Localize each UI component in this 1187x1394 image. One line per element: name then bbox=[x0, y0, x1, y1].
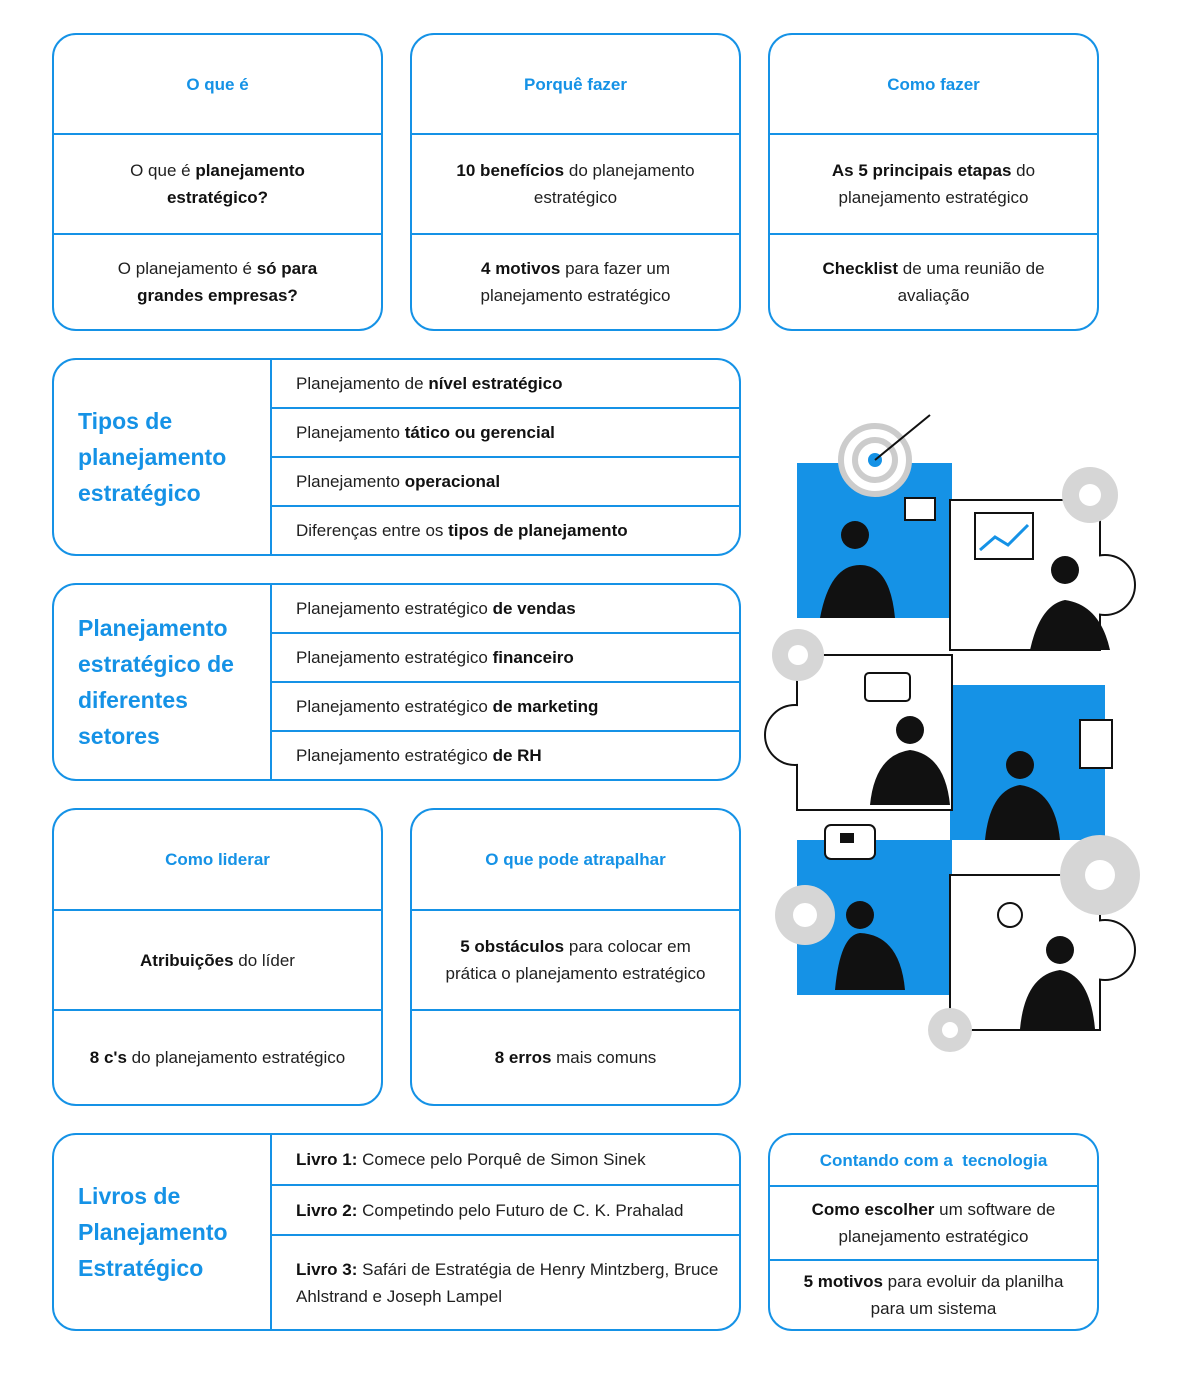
link-vendas[interactable]: Planejamento estratégico de vendas bbox=[296, 599, 576, 618]
link-5-etapas[interactable]: As 5 principais etapas do planejamento estratégico bbox=[770, 133, 1097, 233]
link-livro-2[interactable]: Livro 2: Competindo pelo Futuro de C. K. Prahalad bbox=[272, 1184, 739, 1234]
card-o-que-e bbox=[52, 33, 383, 331]
card-title: Tipos de planejamento estratégico bbox=[54, 360, 272, 554]
link-checklist[interactable]: Checklist de uma reunião de avaliação bbox=[770, 233, 1097, 329]
link-5-motivos-sistema[interactable]: 5 motivos para evoluir da planilha para um sistema bbox=[770, 1259, 1097, 1329]
card-title: Planejamento estratégico de diferentes setores bbox=[54, 585, 272, 779]
link-marketing[interactable]: Planejamento estratégico de marketing bbox=[272, 681, 739, 730]
card-como-fazer bbox=[768, 33, 1099, 331]
link-rh[interactable]: Planejamento estratégico de RH bbox=[272, 730, 739, 779]
link-livro-3[interactable]: Livro 3: Safári de Estratégia de Henry Mintzberg, Bruce Ahlstrand e Joseph Lampel bbox=[272, 1234, 739, 1329]
card-tecnologia bbox=[768, 1133, 1099, 1331]
link-8-erros[interactable]: 8 erros mais comuns bbox=[412, 1009, 739, 1104]
card-title: Como fazer bbox=[887, 74, 980, 94]
card-como-liderar bbox=[52, 808, 383, 1106]
card-livros bbox=[52, 1133, 741, 1331]
link-5-obstaculos[interactable]: 5 obstáculos para colocar em prática o planejamento estratégico bbox=[412, 909, 739, 1009]
link-como-escolher[interactable]: Como escolher um software de planejamento estratégico bbox=[770, 1185, 1097, 1259]
card-title: O que é bbox=[186, 74, 249, 94]
link-diferencas[interactable]: Diferenças entre os tipos de planejamento bbox=[272, 505, 739, 554]
link-operacional[interactable]: Planejamento operacional bbox=[272, 456, 739, 505]
card-title: Livros de Planejamento Estratégico bbox=[54, 1135, 272, 1329]
card-title: Contando com a tecnologia bbox=[819, 1150, 1048, 1170]
link-atribuicoes[interactable]: Atribuições do líder bbox=[54, 909, 381, 1009]
link-so-grandes-empresas[interactable]: O planejamento é só para grandes empresas? bbox=[54, 233, 381, 329]
link-10-beneficios[interactable]: 10 benefícios do planejamento estratégico bbox=[412, 133, 739, 233]
link-tatico-gerencial[interactable]: Planejamento tático ou gerencial bbox=[272, 407, 739, 456]
card-title: O que pode atrapalhar bbox=[485, 850, 666, 869]
card-porque-fazer bbox=[410, 33, 741, 331]
link-financeiro[interactable]: Planejamento estratégico financeiro bbox=[272, 632, 739, 681]
link-nivel-estrategico[interactable]: Planejamento de nível estratégico bbox=[296, 374, 563, 393]
link-o-que-e-planejamento[interactable]: O que é planejamento estratégico? bbox=[54, 133, 381, 233]
card-title: Porquê fazer bbox=[524, 74, 627, 94]
card-tipos bbox=[52, 358, 741, 556]
card-setores bbox=[52, 583, 741, 781]
link-4-motivos[interactable]: 4 motivos para fazer um planejamento estratégico bbox=[412, 233, 739, 329]
link-livro-1[interactable]: Livro 1: Comece pelo Porquê de Simon Sinek bbox=[296, 1150, 646, 1169]
link-8-cs[interactable]: 8 c's do planejamento estratégico bbox=[54, 1009, 381, 1104]
puzzle-team-illustration bbox=[760, 405, 1160, 1065]
card-title: Como liderar bbox=[165, 850, 270, 869]
card-atrapalhar bbox=[410, 808, 741, 1106]
